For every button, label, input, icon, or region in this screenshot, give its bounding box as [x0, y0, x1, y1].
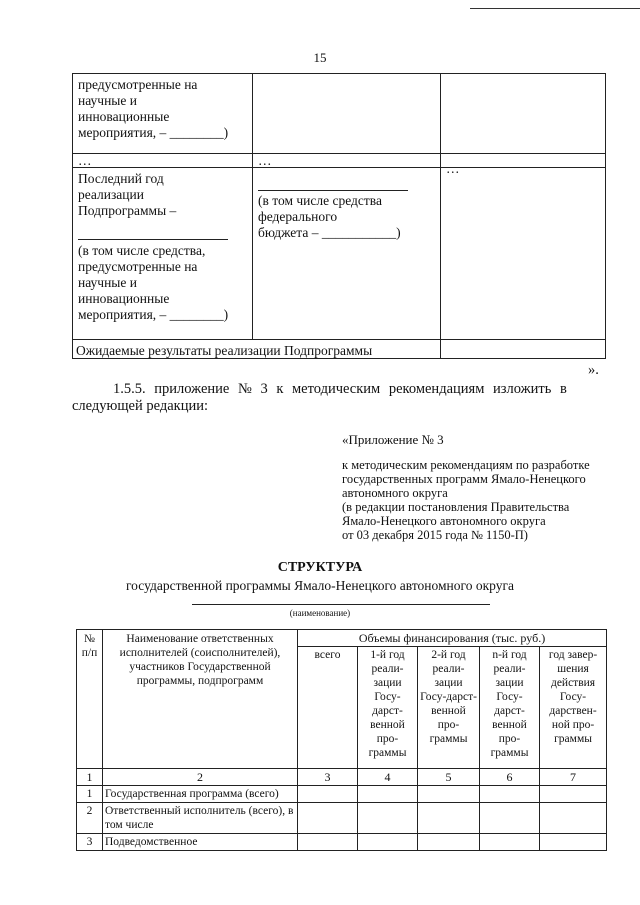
table-row: 3 Подведомственное	[77, 834, 607, 851]
top-edge-line	[470, 8, 640, 9]
subprogram-table	[72, 73, 606, 358]
table-row: 2 Ответственный исполнитель (всего), в том числе	[77, 803, 607, 834]
paragraph-line-1: 1.5.5. приложение № 3 к методическим рекомендациям изложить в	[113, 381, 567, 397]
blank-line-col2	[258, 190, 408, 191]
expected-results: Ожидаемые результаты реализации Подпрограммы	[76, 343, 373, 358]
row2-ellipsis-3: …	[446, 161, 460, 176]
row2-ellipsis-1: …	[78, 153, 92, 168]
col-number-4: 4	[358, 769, 418, 786]
page-number: 15	[313, 50, 327, 65]
appendix-title: «Приложение № 3	[342, 432, 444, 447]
row1-financing-text: предусмотренные на научные и инновационные мероприятия, – ________)	[78, 77, 229, 140]
header-final-year: год завер-шения действия Госу-дарствен-ной про-граммы	[540, 647, 607, 769]
row2-ellipsis-2: …	[258, 153, 272, 168]
col-number-3: 3	[298, 769, 358, 786]
col-number-6: 6	[480, 769, 540, 786]
name-caption: (наименование)	[289, 608, 351, 618]
structure-title: СТРУКТУРА	[277, 560, 363, 575]
col-number-2: 2	[103, 769, 298, 786]
name-blank-line	[192, 604, 490, 605]
last-year-label: Последний год реализации Подпрограммы –	[78, 171, 177, 218]
header-num: № п/п	[77, 630, 103, 769]
col-number-1: 1	[77, 769, 103, 786]
header-year-2: 2-й год реали-зации Госу-дарст-венной про-граммы	[418, 647, 480, 769]
header-year-n: n-й год реали-зации Госу-дарст-венной про-граммы	[480, 647, 540, 769]
structure-subtitle: государственной программы Ямало-Ненецкого автономного округа	[125, 578, 515, 593]
header-financing: Объемы финансирования (тыс. руб.)	[298, 630, 607, 647]
closing-quote: ».	[588, 362, 599, 378]
col-number-5: 5	[418, 769, 480, 786]
federal-budget-note: (в том числе средства федерального бюджета – ___________)	[258, 193, 401, 240]
table-row: 1 Государственная программа (всего)	[77, 786, 607, 803]
header-total: всего	[298, 647, 358, 769]
last-year-note: (в том числе средства, предусмотренные на научные и инновационные мероприятия, – ________)	[78, 243, 229, 322]
blank-line-col1	[78, 239, 228, 240]
paragraph-line-2: следующей редакции:	[72, 398, 209, 414]
header-year-1: 1-й год реали-зации Госу-дарст-венной про-граммы	[358, 647, 418, 769]
col-number-7: 7	[540, 769, 607, 786]
appendix-details: к методическим рекомендациям по разработке государственных программ Ямало-Ненецкого автономного округа (в редакции постановления Правительства Ямало-Ненецкого автономного округа от 03 декабря 2015 года № 1150-П)	[342, 458, 590, 542]
header-name: Наименование ответственных исполнителей (соисполнителей), участников Государственной программы, подпрограмм	[103, 630, 298, 769]
structure-table	[76, 629, 607, 851]
